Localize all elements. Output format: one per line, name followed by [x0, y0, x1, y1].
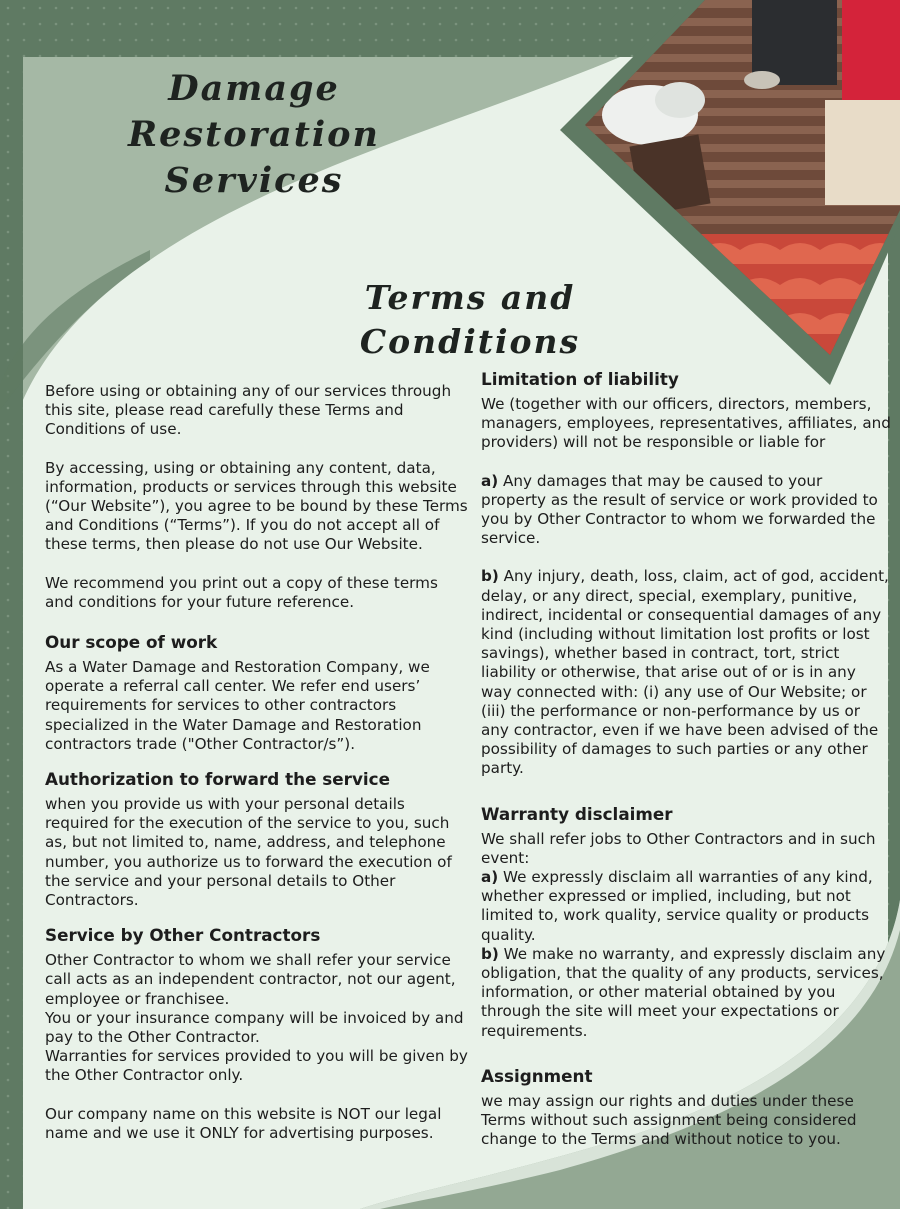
other-contractors-p2: You or your insurance company will be invoiced by and pay to the Other Contractor. [45, 1008, 464, 1047]
liability-a-label: a) [481, 471, 499, 490]
warranty-heading: Warranty disclaimer [481, 803, 673, 824]
authorization-heading: Authorization to forward the service [45, 769, 390, 790]
other-contractors-p1: Other Contractor to whom we shall refer your service call acts as an independent contractor, not our agent, employee or franchisee. [45, 951, 456, 1008]
section-scope [45, 631, 470, 754]
title-line-1: Damage Restoration [128, 68, 380, 155]
authorization-body: when you provide us with your personal details required for the execution of the service to you, such as, but not limited to, name, address, and telephone number, you authorize us to forward the execution of the service and your personal details to Other Contractors. [45, 795, 452, 910]
other-contractors-p3: Warranties for services provided to you will be given by the Other Contractor only. [45, 1047, 468, 1085]
liability-b-label: b) [481, 567, 499, 586]
other-contractors-p4: Our company name on this website is NOT our legal name and we use it ONLY for advertising purposes. [45, 1104, 442, 1142]
warranty-intro: We shall refer jobs to Other Contractors and in such event: [481, 829, 876, 867]
section-authorization [45, 768, 470, 910]
warranty-item-b [481, 945, 891, 1041]
section-liability [481, 368, 891, 779]
warranty-item-a [481, 868, 891, 945]
warranty-a-text: We expressly disclaim all warranties of any kind, whether expressed or implied, including, but not limited to, work quality, service quality or products quality. [481, 868, 873, 944]
warranty-a-label: a) [481, 868, 499, 887]
liability-item-b [481, 567, 891, 778]
scope-body: As a Water Damage and Restoration Company, we operate a referral call center. We refer end users’ requirements for services to other contractors specialized in the Water Damage and Restoration contractors trade ("Other Contractor/s”). [45, 658, 430, 753]
warranty-b-label: b) [481, 944, 499, 963]
intro-paragraph-3: We recommend you print out a copy of these terms and conditions for your future reference. [45, 573, 438, 611]
section-assignment [481, 1065, 891, 1150]
intro-paragraph-2: By accessing, using or obtaining any content, data, information, products or services through this website (“Our Website”), you agree to be bound by these Terms and Conditions (“Terms”). If you do not accept all of these terms, then please do not use Our Website. [45, 458, 468, 554]
section-warranty [481, 803, 891, 1041]
liability-b-text: Any injury, death, loss, claim, act of god, accident, delay, or any direct, special, exemplary, punitive, indirect, incidental or consequential damages of any kind (including without limitation lost profits or lost savings), whether based in contract, tort, strict liability or otherwise, that arise out of or is in any way connected with: (i) any use of Our Website; or (iii) the performance or non-performance by us or any contractor, even if we have been advised of the possibility of damages to such parties or any other party. [481, 567, 889, 778]
right-column [481, 368, 891, 1164]
liability-item-a [481, 472, 891, 549]
warranty-b-text: We make no warranty, and expressly disclaim any obligation, that the quality of any products, services, information, or other material obtained by you through the site will meet your expectations or requirements. [481, 944, 886, 1040]
scope-heading: Our scope of work [45, 632, 218, 653]
page-subtitle: Terms and Conditions [359, 278, 581, 361]
liability-heading: Limitation of liability [481, 369, 679, 389]
page-title [44, 66, 464, 204]
left-column [45, 382, 470, 1157]
liability-a-text: Any damages that may be caused to your property as the result of service or work provided to you by Other Contractor to whom we forwarded the service. [481, 471, 878, 548]
assignment-heading: Assignment [481, 1065, 593, 1086]
assignment-body: we may assign our rights and duties under these Terms without such assignment being considered change to the Terms and without notice to you. [481, 1091, 857, 1149]
title-line-2: Services [164, 160, 344, 201]
section-other-contractors [45, 924, 470, 1143]
liability-intro: We (together with our officers, directors, members, managers, employees, representatives, affiliates, and providers) will not be responsible or liable for [481, 395, 891, 452]
other-contractors-heading: Service by Other Contractors [45, 925, 321, 946]
intro-paragraph-1: Before using or obtaining any of our services through this site, please read carefully these Terms and Conditions of use. [45, 382, 452, 439]
